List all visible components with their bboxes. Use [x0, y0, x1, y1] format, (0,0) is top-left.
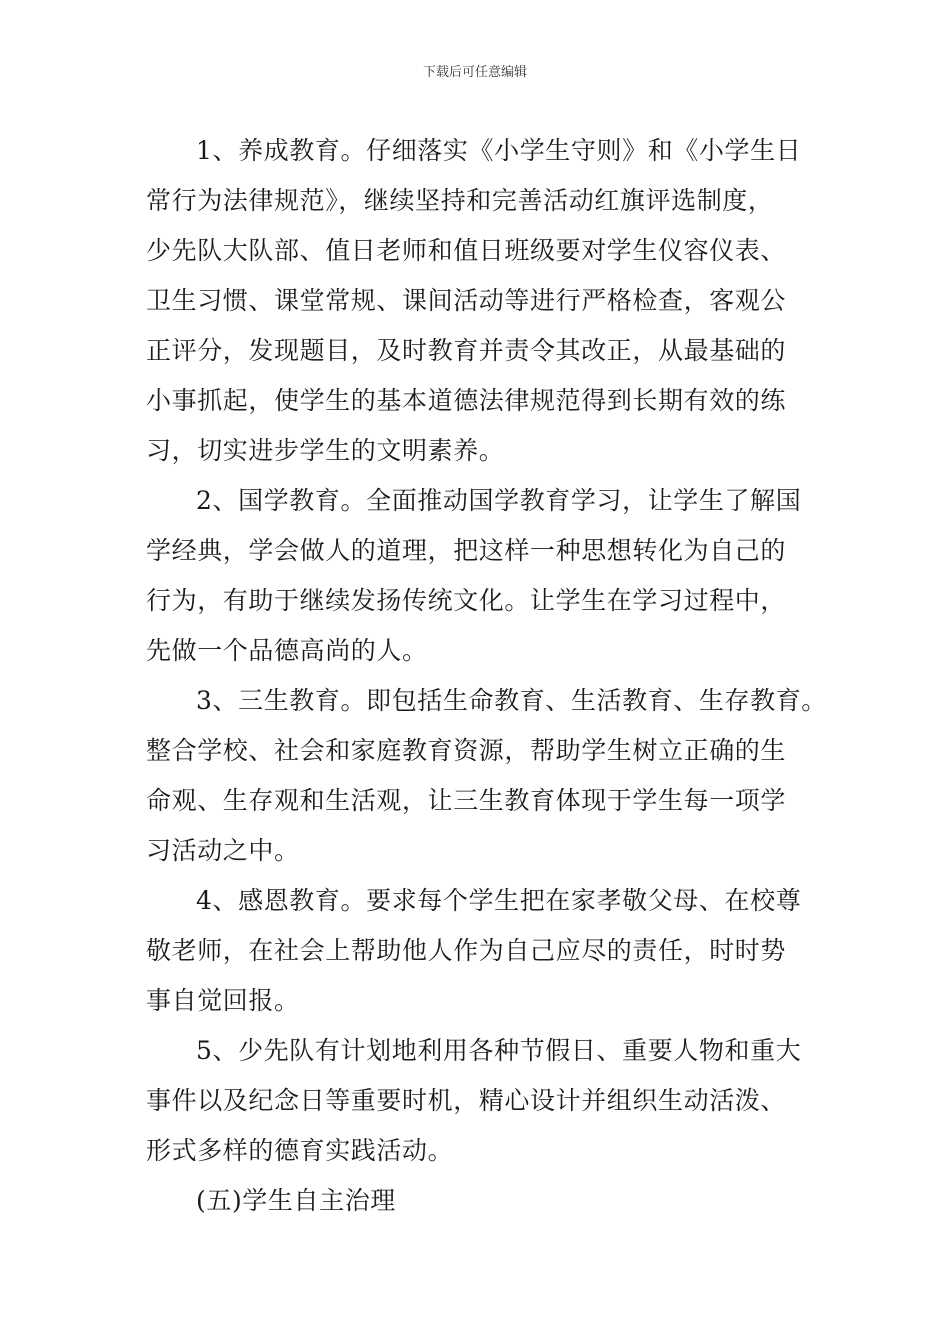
paragraph-line: 卫生习惯、课堂常规、课间活动等进行严格检查，客观公	[146, 286, 787, 315]
paragraph-line: 常行为法律规范》，继续坚持和完善活动红旗评选制度，	[146, 186, 774, 215]
paragraph-line: 2、国学教育。全面推动国学教育学习，让学生了解国	[196, 486, 802, 515]
section-heading-text: (五)学生自主治理	[196, 1186, 396, 1215]
paragraph-line: 学经典，学会做人的道理，把这样一种思想转化为自己的	[146, 536, 787, 565]
paragraph-line: 事件以及纪念日等重要时机，精心设计并组织生动活泼、	[146, 1086, 787, 1115]
paragraph-line: 先做一个品德高尚的人。	[146, 636, 428, 665]
paragraph-1	[146, 126, 810, 476]
paragraph-line: 命观、生存观和生活观，让三生教育体现于学生每一项学	[146, 786, 787, 815]
paragraph-line: 小事抓起，使学生的基本道德法律规范得到长期有效的练	[146, 386, 787, 415]
paragraph-line: 4、感恩教育。要求每个学生把在家孝敬父母、在校尊	[196, 886, 802, 915]
paragraph-line: 3、三生教育。即包括生命教育、生活教育、生存教育。	[196, 686, 827, 715]
paragraph-line: 形式多样的德育实践活动。	[146, 1136, 454, 1165]
paragraph-line: 习，切实进步学生的文明素养。	[146, 436, 505, 465]
paragraph-line: 事自觉回报。	[146, 986, 300, 1015]
paragraph-3	[146, 676, 827, 876]
section-heading	[146, 1176, 810, 1226]
paragraph-line: 整合学校、社会和家庭教育资源，帮助学生树立正确的生	[146, 736, 787, 765]
page-header: 下载后可任意编辑	[422, 65, 527, 80]
paragraph-5	[146, 1026, 810, 1176]
document-body	[146, 126, 827, 1226]
paragraph-line: 正评分，发现题目，及时教育并责令其改正，从最基础的	[146, 336, 787, 365]
paragraph-line: 习活动之中。	[146, 836, 300, 865]
paragraph-line: 少先队大队部、值日老师和值日班级要对学生仪容仪表、	[146, 236, 787, 265]
paragraph-line: 敬老师，在社会上帮助他人作为自己应尽的责任，时时势	[146, 936, 787, 965]
paragraph-line: 1、养成教育。仔细落实《小学生守则》和《小学生日	[196, 136, 802, 165]
paragraph-line: 5、少先队有计划地利用各种节假日、重要人物和重大	[196, 1036, 802, 1065]
paragraph-4	[146, 876, 810, 1026]
paragraph-line: 行为，有助于继续发扬传统文化。让学生在学习过程中，	[146, 586, 787, 615]
paragraph-2	[146, 476, 810, 676]
